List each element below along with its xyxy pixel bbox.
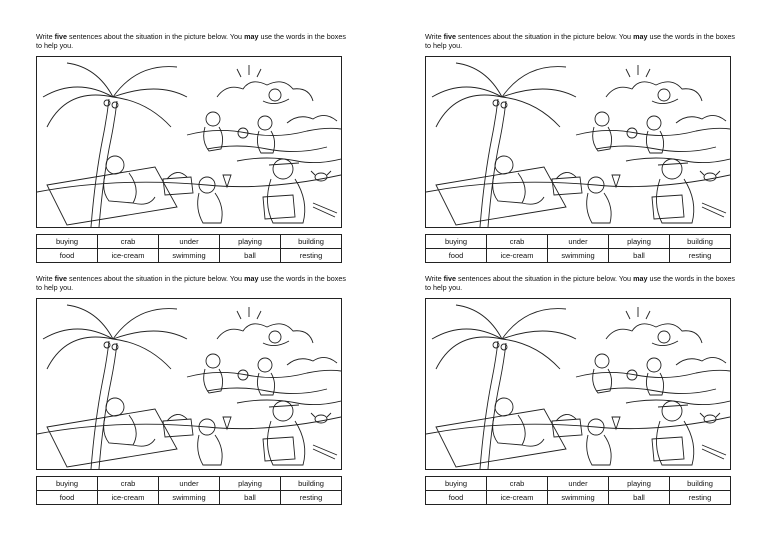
word-cell: ball (609, 249, 670, 263)
worksheet-card (36, 274, 348, 505)
word-cell: ice-cream (98, 491, 159, 505)
word-bank-row (37, 477, 342, 491)
word-cell: swimming (548, 491, 609, 505)
worksheet-card (425, 274, 737, 505)
word-bank-table (425, 476, 731, 505)
word-bank-row (426, 491, 731, 505)
worksheet-card (36, 32, 348, 263)
word-cell: playing (609, 477, 670, 491)
word-cell: building (670, 477, 731, 491)
word-bank-table (36, 476, 342, 505)
word-bank-table (425, 234, 731, 263)
word-bank-row (37, 249, 342, 263)
word-bank-row (426, 249, 731, 263)
word-cell: buying (37, 477, 98, 491)
word-cell: ice-cream (98, 249, 159, 263)
word-cell: buying (426, 235, 487, 249)
word-bank-row (37, 491, 342, 505)
word-cell: under (159, 235, 220, 249)
word-cell: playing (220, 477, 281, 491)
beach-scene-illustration (36, 56, 342, 228)
word-cell: ball (220, 249, 281, 263)
word-bank-table (36, 234, 342, 263)
word-cell: buying (426, 477, 487, 491)
worksheet-card (425, 32, 737, 263)
word-cell: food (37, 249, 98, 263)
instruction-text: Write five sentences about the situation in the picture below. You may use the words in the boxes to help you. (36, 32, 346, 50)
word-bank-row (426, 235, 731, 249)
word-cell: resting (670, 491, 731, 505)
word-cell: food (426, 491, 487, 505)
beach-scene-illustration (36, 298, 342, 470)
word-cell: food (37, 491, 98, 505)
word-bank-row (426, 477, 731, 491)
word-cell: ice-cream (487, 249, 548, 263)
beach-scene-illustration (425, 56, 731, 228)
instruction-text: Write five sentences about the situation in the picture below. You may use the words in the boxes to help you. (36, 274, 346, 292)
word-cell: building (281, 477, 342, 491)
word-cell: ice-cream (487, 491, 548, 505)
word-cell: resting (281, 249, 342, 263)
word-cell: crab (98, 235, 159, 249)
word-bank-row (37, 235, 342, 249)
word-cell: building (281, 235, 342, 249)
beach-scene-illustration (425, 298, 731, 470)
word-cell: playing (609, 235, 670, 249)
word-cell: buying (37, 235, 98, 249)
word-cell: under (548, 477, 609, 491)
instruction-text: Write five sentences about the situation in the picture below. You may use the words in the boxes to help you. (425, 274, 735, 292)
word-cell: food (426, 249, 487, 263)
instruction-text: Write five sentences about the situation in the picture below. You may use the words in the boxes to help you. (425, 32, 735, 50)
word-cell: under (548, 235, 609, 249)
word-cell: crab (98, 477, 159, 491)
word-cell: ball (220, 491, 281, 505)
word-cell: resting (281, 491, 342, 505)
word-cell: ball (609, 491, 670, 505)
word-cell: under (159, 477, 220, 491)
word-cell: resting (670, 249, 731, 263)
word-cell: building (670, 235, 731, 249)
word-cell: swimming (548, 249, 609, 263)
word-cell: crab (487, 477, 548, 491)
word-cell: crab (487, 235, 548, 249)
word-cell: playing (220, 235, 281, 249)
word-cell: swimming (159, 491, 220, 505)
word-cell: swimming (159, 249, 220, 263)
